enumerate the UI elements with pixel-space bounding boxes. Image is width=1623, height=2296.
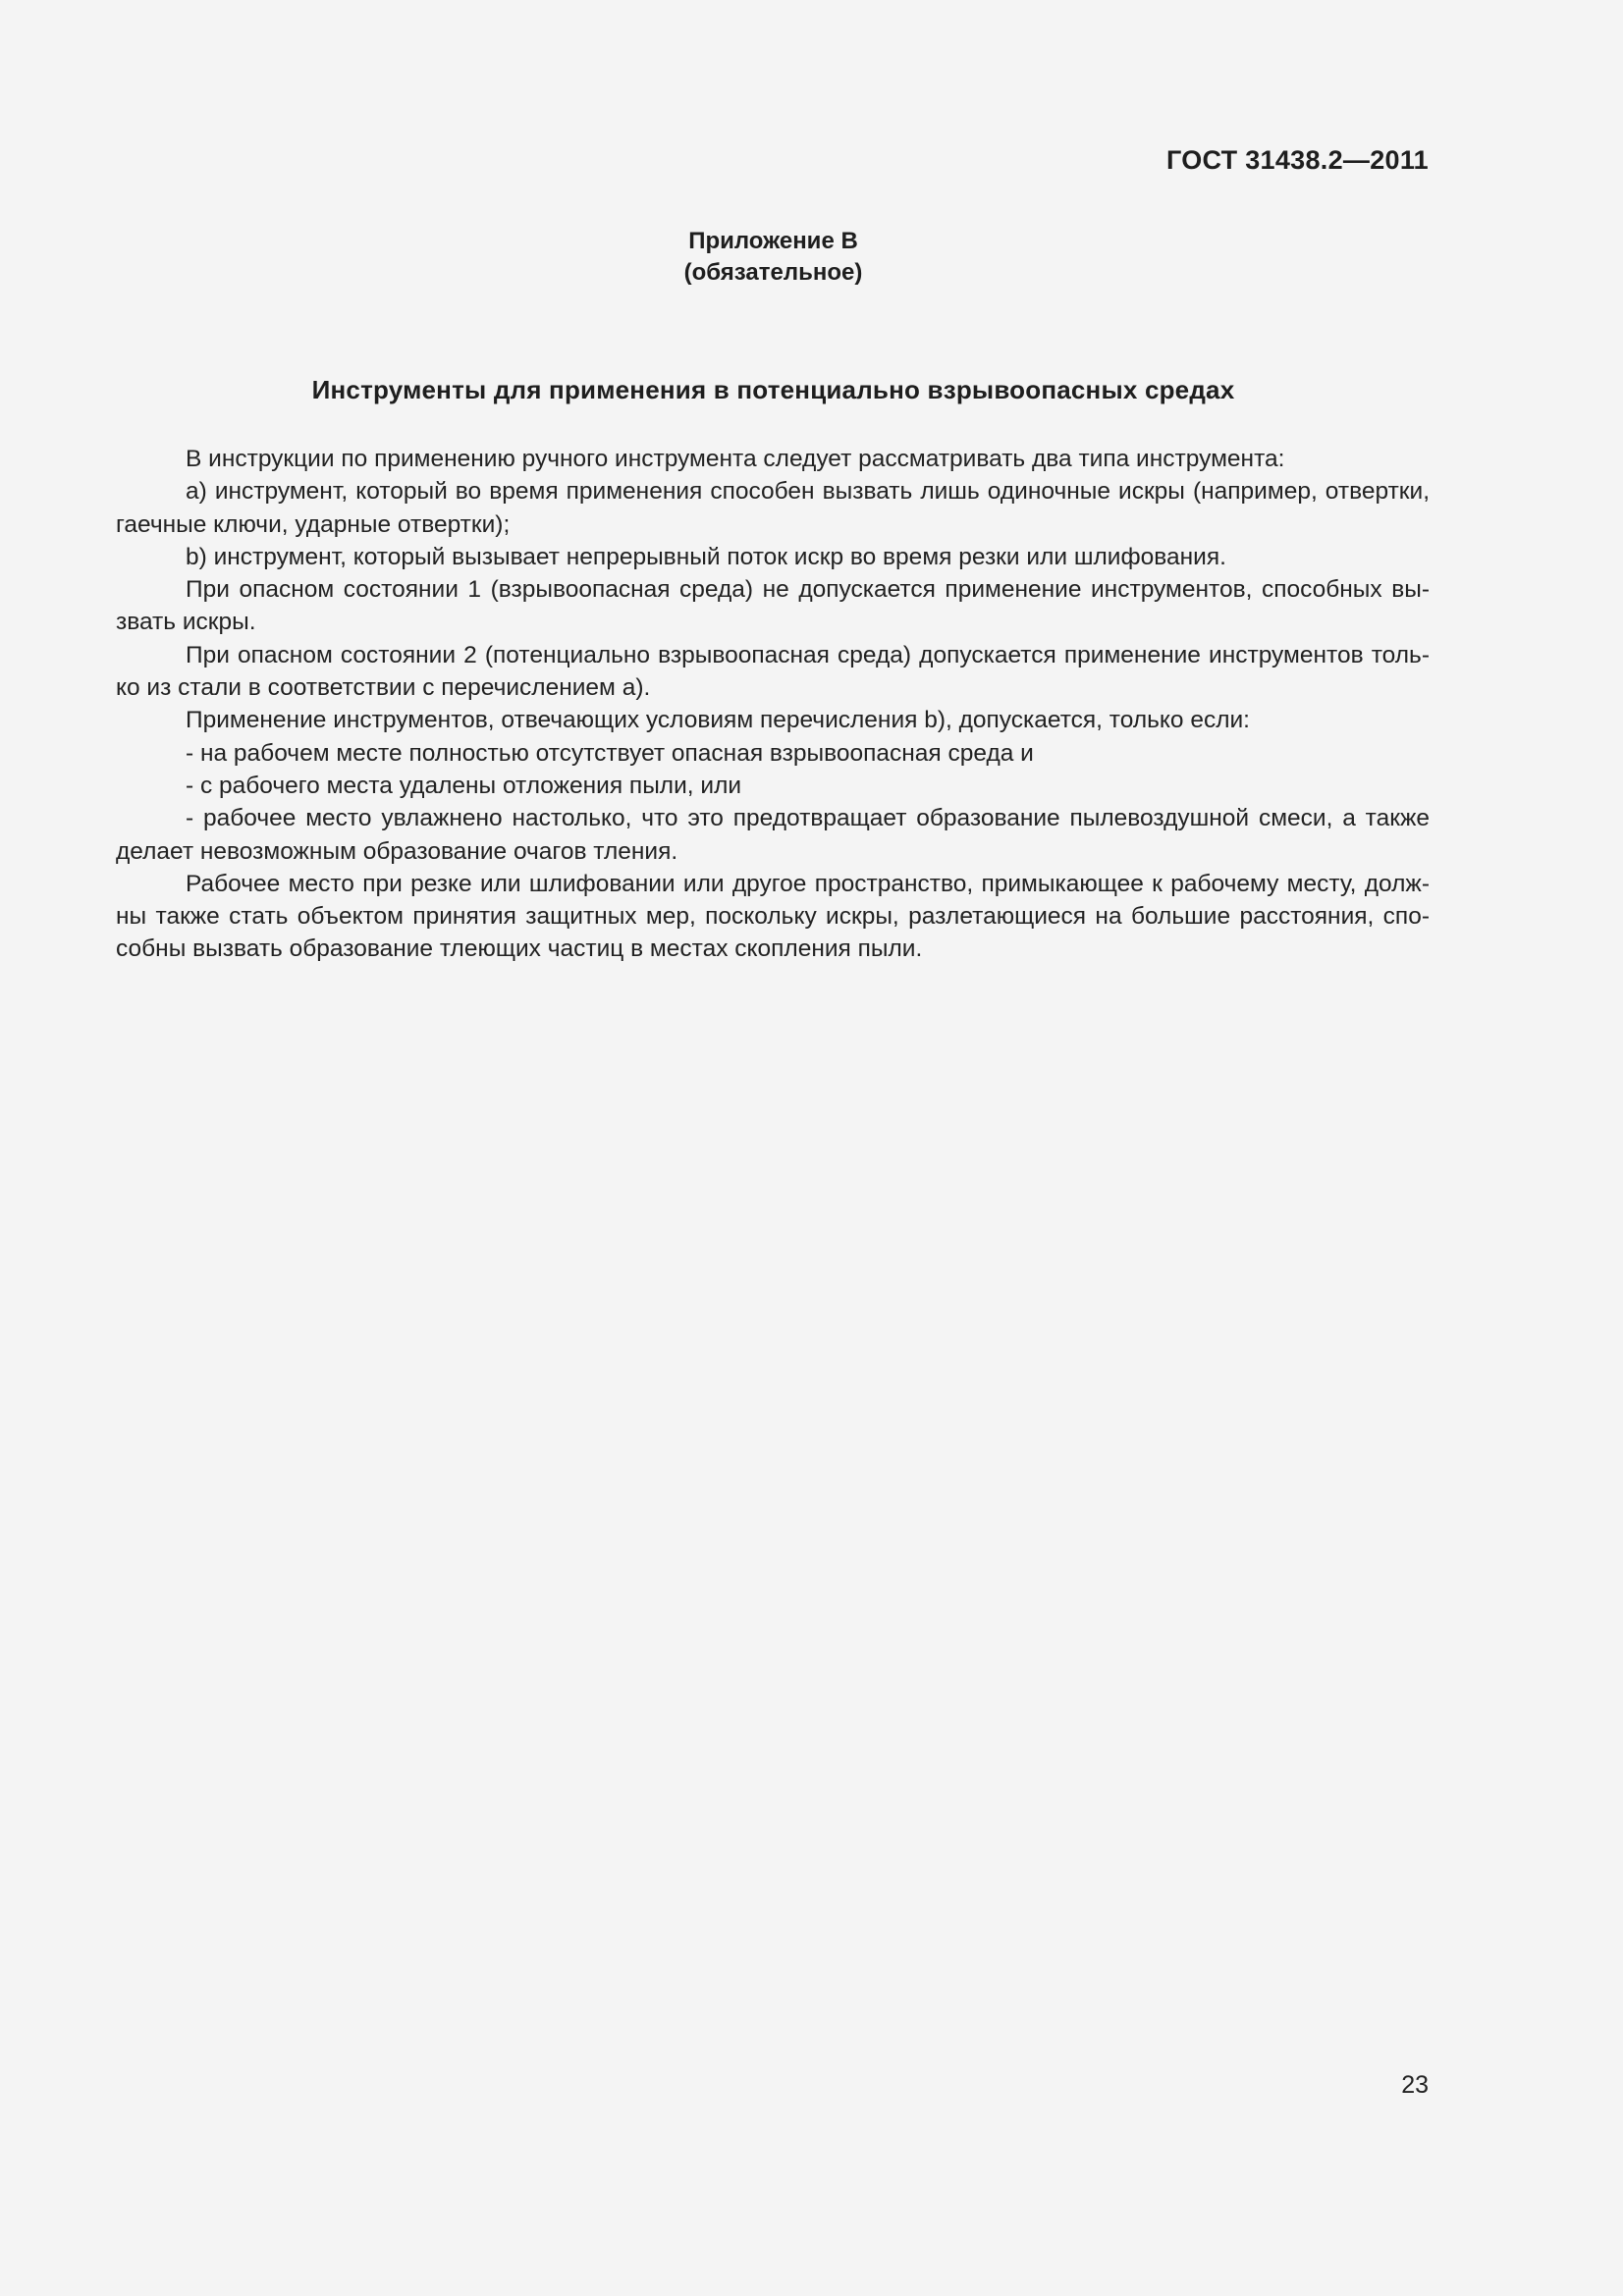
paragraph: При опасном состоянии 1 (взрывоопасная среда) не допускается применение инструментов, способных вызвать искры. [116, 576, 1430, 636]
body-text [116, 443, 1430, 966]
paragraph: Рабочее место при резке или шлифовании или другое пространство, примыкающее к рабочему месту, должны также стать объектом принятия защитных мер, поскольку искры, разлетающиеся на большие расстояния, способны вызвать образование тлеющих частиц в местах скопления пыли. [116, 870, 1430, 963]
paragraph: При опасном состоянии 2 (потенциально взрывоопасная среда) допускается применение инструментов только из стали в соответствии с перечислением а). [116, 641, 1430, 702]
appendix-title: Приложение В [688, 228, 858, 254]
appendix-heading [0, 226, 1546, 289]
paragraph: - с рабочего места удалены отложения пыли, или [186, 772, 742, 799]
paragraph: - рабочее место увлажнено настолько, что это предотвращает образование пылевоздушной смеси, а также делает невозможным образование очагов тления. [116, 805, 1430, 865]
paragraph: - на рабочем месте полностью отсутствует опасная взрывоопасная среда и [186, 739, 1034, 767]
paragraph: b) инструмент, который вызывает непрерывный поток искр во время резки или шлифования. [186, 543, 1226, 570]
paragraph: Применение инструментов, отвечающих условиям перечисления b), допускается, только если: [186, 707, 1250, 734]
page-number: 23 [1401, 2071, 1429, 2099]
section-title: Инструменты для применения в потенциально взрывоопасных средах [311, 375, 1235, 404]
document-code: ГОСТ 31438.2—2011 [1165, 145, 1429, 175]
paragraph: а) инструмент, который во время применения способен вызвать лишь одиночные искры (например, отвертки, гаечные ключи, ударные отвертки); [116, 478, 1430, 538]
paragraph: В инструкции по применению ручного инструмента следует рассматривать два типа инструмента: [186, 446, 1285, 472]
appendix-status: (обязательное) [683, 259, 863, 286]
